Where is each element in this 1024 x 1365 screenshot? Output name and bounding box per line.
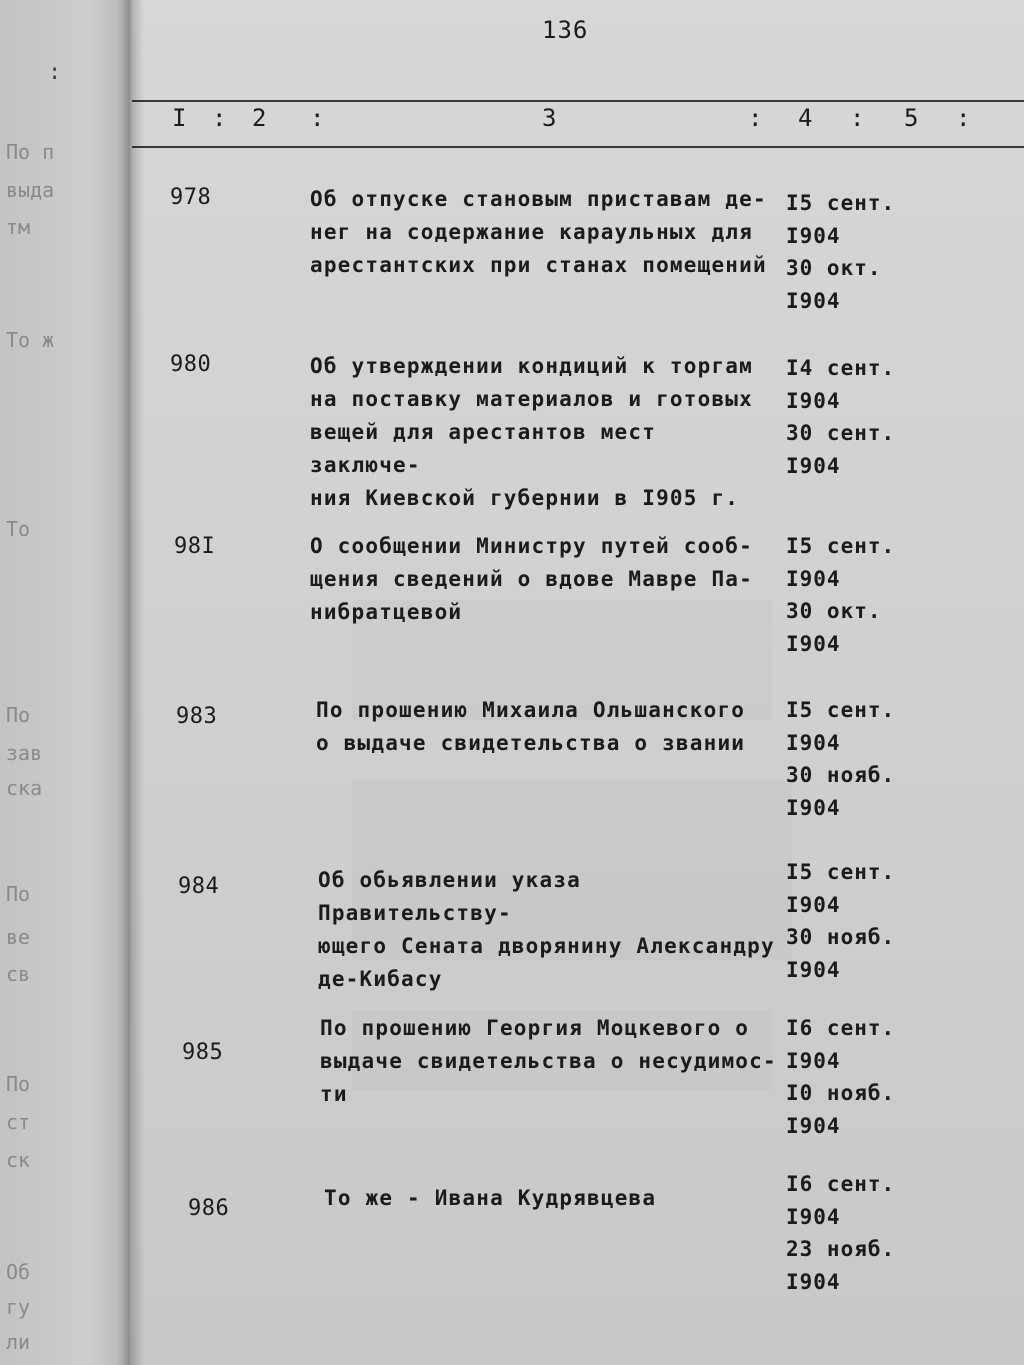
left-page-fragment: ска [6,776,43,800]
document-number: 980 [170,352,212,377]
document-dates: I5 сент. I904 30 нояб. I904 [786,698,896,820]
left-page-fragment: гу [6,1295,31,1319]
left-page-fragment: То [6,517,31,541]
left-page-fragment: ск [6,1148,31,1172]
document-title: Об отпуске становым приставам де- нег на содержание караульных для арестантских при станах помещений [310,187,767,277]
document-number: 986 [188,1196,230,1221]
left-page-fragment: То ж [6,328,55,352]
left-page-fragment: По [6,882,31,906]
document-title: О сообщении Министру путей сооб- щения сведений о вдове Мавре Па- нибратцевой [310,534,753,624]
column-header-3: 3 [542,104,557,132]
document-title: По прошению Михаила Ольшанского о выдаче свидетельства о звании [316,698,746,755]
document-number: 983 [176,704,218,729]
left-page-fragment: По п [6,140,55,164]
document-number: 978 [170,185,212,210]
column-separator: : [310,104,325,132]
column-separator: : [850,104,865,132]
document-title: Об утверждении кондиций к торгам на поставку материалов и готовых вещей для арестантов мест заключе- ния Киевской губернии в I905 г. [310,354,753,510]
book-gutter-shadow [118,0,144,1365]
document-number: 984 [178,874,220,899]
column-header-2: 2 [252,104,267,132]
column-separator: : [212,104,227,132]
left-page-edge [0,0,130,1365]
document-dates: I6 сент. I904 I0 нояб. I904 [786,1016,896,1138]
document-dates: I6 сент. I904 23 нояб. I904 [786,1172,896,1294]
document-number: 98I [174,534,216,559]
document-dates: I4 сент. I904 30 сент. I904 [786,356,896,478]
document-dates: I5 сент. I904 30 нояб. I904 [786,860,896,982]
column-header-1: I [172,104,187,132]
document-dates: I5 сент. I904 30 окт. I904 [786,191,896,313]
left-page-fragment: ве [6,925,31,949]
column-header-5: 5 [904,104,919,132]
column-header-4: 4 [798,104,813,132]
left-page-fragment: По [6,1072,31,1096]
left-page-fragment: выда [6,178,55,202]
left-page-fragment: Об [6,1260,31,1284]
document-title: То же - Ивана Кудрявцева [324,1186,657,1210]
left-page-fragment: зав [6,741,43,765]
column-separator: : [748,104,763,132]
document-page [132,0,1024,1365]
left-page-fragment: ли [6,1330,31,1354]
left-page-fragment: ст [6,1110,31,1134]
document-title: По прошению Георгия Моцкевого о выдаче свидетельства о несудимос- ти [320,1016,777,1106]
left-page-colon: : [48,60,62,85]
header-bottom-rule [132,146,1024,148]
column-separator: : [956,104,971,132]
page-number: 136 [542,16,589,44]
document-number: 985 [182,1040,224,1065]
left-page-fragment: св [6,962,31,986]
document-dates: I5 сент. I904 30 окт. I904 [786,534,896,656]
document-title: Об обьявлении указа Правительству- ющего Сената дворянину Александру де-Кибасу [318,868,775,991]
left-page-fragment: По [6,703,31,727]
left-page-fragment: тм [6,215,31,239]
header-top-rule [132,100,1024,102]
